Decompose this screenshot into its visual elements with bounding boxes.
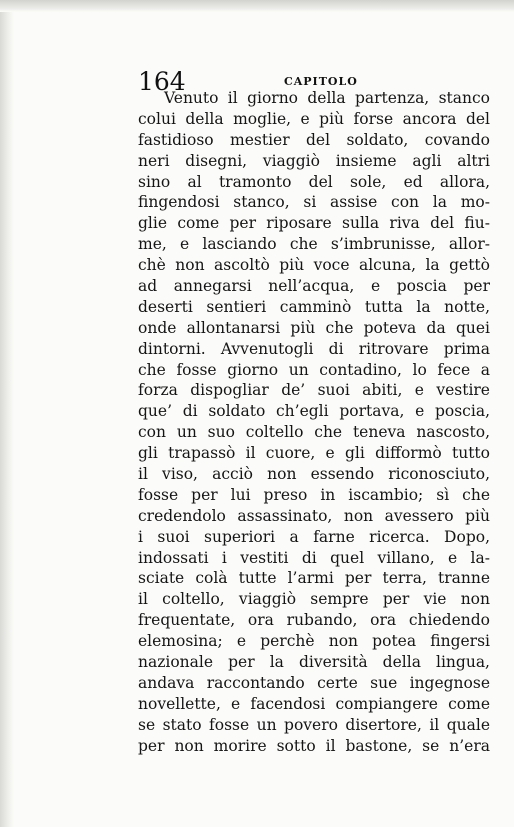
text-line: chè non ascoltò più voce alcuna, la gettò xyxy=(138,256,490,275)
text-line: il viso, acciò non essendo riconosciuto, xyxy=(138,465,490,484)
page-top-edge-shadow xyxy=(0,0,514,12)
text-line: per non morire sotto il bastone, se n’era xyxy=(138,736,490,755)
text-line: fastidioso mestier del soldato, covando xyxy=(138,130,490,149)
page-left-edge-shadow xyxy=(0,0,14,827)
text-line: Venuto il giorno della partenza, stanco xyxy=(164,89,490,107)
text-line: i suoi superiori a farne ricerca. Dopo, xyxy=(138,527,490,546)
text-line: gli trapassò il cuore, e gli difformò tutto xyxy=(138,444,490,463)
text-line: sino al tramonto del sole, ed allora, xyxy=(138,172,490,191)
text-line: fingendosi stanco, si assise con la mo- xyxy=(138,193,490,212)
text-line: se stato fosse un povero disertore, il quale xyxy=(138,715,490,734)
text-line: che fosse giorno un contadino, lo fece a xyxy=(138,360,490,379)
text-line: onde allontanarsi più che poteva da quei xyxy=(138,318,490,337)
text-line: ad annegarsi nell’acqua, e poscia per xyxy=(138,277,490,296)
text-line: neri disegni, viaggiò insieme agli altri xyxy=(138,151,490,170)
text-line: forza dispogliar de’ suoi abiti, e vestire xyxy=(138,381,490,400)
text-line: il coltello, viaggiò sempre per vie non xyxy=(138,590,490,609)
text-line: glie come per riposare sulla riva del fiu- xyxy=(138,214,490,233)
text-line: indossati i vestiti di quel villano, e la- xyxy=(138,548,490,567)
text-line: que’ di soldato ch’egli portava, e poscia, xyxy=(138,402,490,421)
text-line: me, e lasciando che s’imbrunisse, allor- xyxy=(138,235,490,254)
body-text xyxy=(138,88,490,757)
text-line: sciate colà tutte l’armi per terra, tranne xyxy=(138,569,490,588)
text-line: nazionale per la diversità della lingua, xyxy=(138,653,490,672)
text-line: colui della moglie, e più forse ancora del xyxy=(138,109,490,128)
text-line: novellette, e facendosi compiangere come xyxy=(138,694,490,713)
text-line: andava raccontando certe sue ingegnose xyxy=(138,673,490,692)
text-line: deserti sentieri camminò tutta la notte, xyxy=(138,297,490,316)
text-line: dintorni. Avvenutogli di ritrovare prima xyxy=(138,339,490,358)
text-line: fosse per lui preso in iscambio; sì che xyxy=(138,485,490,504)
text-line: elemosina; e perchè non potea fingersi xyxy=(138,632,490,651)
page-number: 164 xyxy=(138,67,186,96)
text-line: credendolo assassinato, non avessero più xyxy=(138,506,490,525)
running-head: CAPITOLO xyxy=(284,75,358,88)
text-line: con un suo coltello che teneva nascosto, xyxy=(138,423,490,442)
text-line: frequentate, ora rubando, ora chiedendo xyxy=(138,611,490,630)
